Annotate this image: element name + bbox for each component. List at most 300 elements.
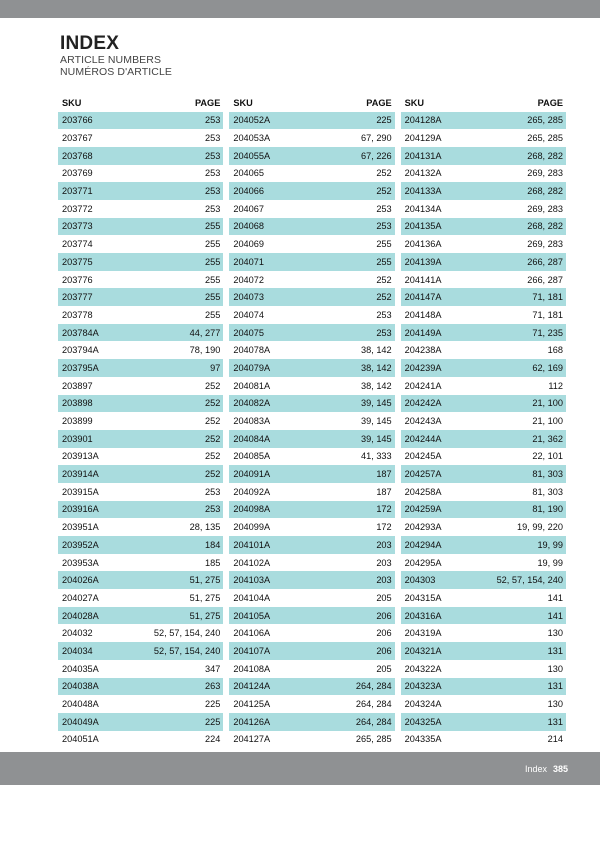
page-cell: 255	[204, 256, 221, 267]
table-row	[229, 536, 394, 554]
page-cell: 172	[376, 522, 392, 533]
page-cell: 21, 362	[532, 433, 563, 444]
sku-cell: 204303	[404, 575, 436, 586]
table-row	[58, 182, 223, 200]
table-row	[58, 359, 223, 377]
footer	[525, 764, 568, 774]
page-cell: 67, 290	[361, 133, 392, 144]
sku-cell: 204129A	[404, 133, 442, 144]
table-row	[229, 218, 394, 236]
page-cell: 172	[376, 504, 392, 515]
page-cell: 252	[204, 416, 221, 427]
sku-cell: 204035A	[62, 663, 99, 674]
page-number: 385	[552, 764, 568, 774]
page-cell: 253	[204, 504, 221, 515]
sku-cell: 204055A	[233, 150, 271, 161]
sku-cell: 204069	[233, 239, 264, 250]
sku-cell: 204028A	[62, 610, 99, 621]
table-row	[58, 518, 223, 536]
page-cell: 252	[204, 380, 221, 391]
sku-cell: 204072	[233, 274, 264, 285]
page-header: PAGE	[537, 98, 563, 109]
sku-cell: 204241A	[404, 380, 442, 391]
table-row	[229, 554, 394, 572]
table-row	[58, 589, 223, 607]
page-cell: 39, 145	[361, 433, 392, 444]
table-row	[58, 501, 223, 519]
sku-cell: 204125A	[233, 699, 271, 710]
page-cell: 81, 303	[532, 469, 563, 480]
table-row	[229, 359, 394, 377]
sku-cell: 204321A	[404, 645, 442, 656]
page-cell: 225	[204, 716, 221, 727]
table-row	[229, 412, 394, 430]
table-row	[401, 253, 566, 271]
page-cell: 269, 283	[527, 168, 563, 179]
sku-cell: 204132A	[404, 168, 442, 179]
sku-cell: 204084A	[233, 433, 271, 444]
table-row	[401, 430, 566, 448]
table-row	[229, 288, 394, 306]
page-cell: 252	[376, 186, 392, 197]
page-cell: 44, 277	[189, 327, 221, 338]
sku-cell: 204134A	[404, 203, 442, 214]
page-cell: 224	[204, 734, 221, 745]
sku-header: SKU	[404, 98, 425, 109]
page-cell: 131	[547, 645, 563, 656]
sku-cell: 203777	[62, 292, 93, 303]
sku-cell: 204034	[62, 645, 93, 656]
page-cell: 52, 57, 154, 240	[153, 628, 221, 639]
sku-cell: 204065	[233, 168, 264, 179]
sku-cell: 204295A	[404, 557, 442, 568]
sku-cell: 204242A	[404, 398, 442, 409]
page-cell: 253	[376, 309, 392, 320]
sku-cell: 204147A	[404, 292, 442, 303]
sku-cell: 204068	[233, 221, 264, 232]
table-row	[58, 571, 223, 589]
table-row	[401, 112, 566, 130]
sku-cell: 203898	[62, 398, 93, 409]
table-row	[401, 324, 566, 342]
table-row	[58, 271, 223, 289]
sku-cell: 204128A	[404, 115, 442, 126]
sku-cell: 204136A	[404, 239, 442, 250]
sku-cell: 204049A	[62, 716, 99, 727]
sku-cell: 204257A	[404, 469, 442, 480]
table-row	[401, 713, 566, 731]
table-row	[401, 465, 566, 483]
table-row	[401, 341, 566, 359]
page-cell: 252	[204, 451, 221, 462]
table-row	[401, 395, 566, 413]
table-row	[229, 607, 394, 625]
sku-cell: 204294A	[404, 539, 442, 550]
page-cell: 71, 235	[532, 327, 563, 338]
sku-cell: 204098A	[233, 504, 271, 515]
table-row	[401, 731, 566, 749]
table-row	[58, 660, 223, 678]
sku-cell: 203767	[62, 133, 93, 144]
page-cell: 39, 145	[361, 398, 392, 409]
page-cell: 205	[376, 663, 392, 674]
page-cell: 52, 57, 154, 240	[153, 645, 221, 656]
table-row	[58, 465, 223, 483]
page-header	[60, 34, 172, 78]
table-row	[229, 235, 394, 253]
table-row	[229, 448, 394, 466]
sku-cell: 203897	[62, 380, 93, 391]
table-row	[229, 642, 394, 660]
page-cell: 255	[204, 309, 221, 320]
sku-cell: 204083A	[233, 416, 271, 427]
sku-cell: 204026A	[62, 575, 99, 586]
page-cell: 265, 285	[527, 133, 563, 144]
page-cell: 41, 333	[361, 451, 392, 462]
table-row	[229, 271, 394, 289]
page-cell: 205	[376, 592, 392, 603]
page-cell: 263	[204, 681, 221, 692]
sku-cell: 204324A	[404, 699, 442, 710]
page-cell: 255	[376, 239, 392, 250]
page-cell: 269, 283	[527, 203, 563, 214]
page-cell: 21, 100	[532, 398, 563, 409]
sku-cell: 204081A	[233, 380, 271, 391]
sku-cell: 204103A	[233, 575, 271, 586]
page-cell: 38, 142	[361, 380, 392, 391]
table-row	[401, 200, 566, 218]
page-cell: 225	[376, 115, 392, 126]
page-subtitle-en: ARTICLE NUMBERS	[60, 54, 162, 66]
table-row	[229, 200, 394, 218]
sku-cell: 203913A	[62, 451, 99, 462]
table-row	[58, 235, 223, 253]
sku-cell: 204325A	[404, 716, 442, 727]
table-row	[229, 324, 394, 342]
sku-cell: 204066	[233, 186, 264, 197]
table-row	[58, 678, 223, 696]
sku-cell: 203771	[62, 186, 93, 197]
sku-cell: 204259A	[404, 504, 442, 515]
table-row	[229, 678, 394, 696]
sku-cell: 204082A	[233, 398, 271, 409]
table-row	[229, 147, 394, 165]
page-cell: 67, 226	[361, 150, 392, 161]
table-row	[58, 200, 223, 218]
page-cell: 52, 57, 154, 240	[496, 575, 563, 586]
table-row	[58, 129, 223, 147]
sku-cell: 204108A	[233, 663, 271, 674]
table-row	[401, 165, 566, 183]
page-cell: 141	[547, 592, 563, 603]
page-cell: 253	[204, 115, 221, 126]
table-row	[401, 182, 566, 200]
page-cell: 253	[204, 486, 221, 497]
sku-cell: 203775	[62, 256, 93, 267]
table-row	[58, 112, 223, 130]
sku-cell: 203769	[62, 168, 93, 179]
page-cell: 38, 142	[361, 362, 392, 373]
table-row	[58, 341, 223, 359]
table-row	[229, 306, 394, 324]
page-cell: 206	[376, 628, 392, 639]
sku-cell: 204141A	[404, 274, 442, 285]
sku-cell: 204101A	[233, 539, 271, 550]
page-cell: 266, 287	[527, 274, 563, 285]
sku-cell: 204127A	[233, 734, 271, 745]
sku-cell: 204315A	[404, 592, 442, 603]
sku-cell: 203774	[62, 239, 93, 250]
table-row	[401, 359, 566, 377]
sku-cell: 204032	[62, 628, 93, 639]
table-row	[401, 642, 566, 660]
page-cell: 187	[376, 469, 392, 480]
page-cell: 264, 284	[355, 716, 392, 727]
page-cell: 62, 169	[532, 362, 563, 373]
page-cell: 253	[204, 133, 221, 144]
table-row	[58, 607, 223, 625]
sku-cell: 204239A	[404, 362, 442, 373]
page-cell: 112	[548, 380, 563, 391]
sku-cell: 204243A	[404, 416, 442, 427]
table-row	[401, 695, 566, 713]
sku-cell: 204133A	[404, 186, 442, 197]
page-cell: 255	[204, 274, 221, 285]
sku-cell: 204079A	[233, 362, 271, 373]
sku-cell: 204092A	[233, 486, 271, 497]
table-row	[229, 483, 394, 501]
sku-cell: 204073	[233, 292, 264, 303]
sku-cell: 204244A	[404, 433, 442, 444]
page-cell: 141	[547, 610, 563, 621]
table-row	[58, 536, 223, 554]
table-row	[58, 731, 223, 749]
table-row	[229, 624, 394, 642]
sku-cell: 204293A	[404, 522, 442, 533]
sku-cell: 204131A	[404, 150, 442, 161]
table-row	[229, 589, 394, 607]
page-subtitle-fr: NUMÉROS D'ARTICLE	[60, 66, 173, 78]
table-row	[401, 624, 566, 642]
index-column	[229, 94, 394, 748]
sku-cell: 204102A	[233, 557, 271, 568]
page-cell: 187	[376, 486, 392, 497]
sku-cell: 204107A	[233, 645, 271, 656]
index-column	[58, 94, 223, 748]
page-cell: 51, 275	[189, 575, 221, 586]
page-cell: 255	[204, 239, 221, 250]
table-row	[229, 165, 394, 183]
page-cell: 206	[376, 610, 392, 621]
table-row	[58, 642, 223, 660]
page-cell: 268, 282	[527, 221, 563, 232]
table-row	[229, 395, 394, 413]
table-row	[401, 147, 566, 165]
sku-cell: 204245A	[404, 451, 442, 462]
footer-label: Index	[524, 764, 547, 774]
table-row	[401, 518, 566, 536]
page-cell: 253	[204, 150, 221, 161]
sku-cell: 204322A	[404, 663, 442, 674]
table-row	[401, 483, 566, 501]
page-cell: 19, 99	[537, 539, 563, 550]
table-row	[58, 412, 223, 430]
table-row	[401, 554, 566, 572]
page-cell: 255	[376, 256, 392, 267]
page-cell: 71, 181	[532, 309, 563, 320]
page-cell: 214	[547, 734, 563, 745]
sku-cell: 203778	[62, 309, 93, 320]
table-row	[229, 501, 394, 519]
table-row	[58, 377, 223, 395]
sku-cell: 204091A	[233, 469, 271, 480]
page-cell: 255	[204, 292, 221, 303]
sku-cell: 204052A	[233, 115, 271, 126]
page-cell: 269, 283	[527, 239, 563, 250]
page-cell: 130	[547, 699, 563, 710]
page-cell: 264, 284	[355, 681, 392, 692]
page-cell: 19, 99, 220	[517, 522, 563, 533]
table-row	[401, 129, 566, 147]
page-cell: 253	[204, 203, 221, 214]
sku-cell: 203953A	[62, 557, 99, 568]
sku-cell: 204048A	[62, 699, 99, 710]
table-row	[58, 554, 223, 572]
table-row	[58, 395, 223, 413]
sku-cell: 204075	[233, 327, 264, 338]
sku-cell: 204051A	[62, 734, 99, 745]
table-row	[229, 341, 394, 359]
table-row	[401, 235, 566, 253]
page-cell: 253	[204, 186, 221, 197]
page-cell: 131	[547, 681, 563, 692]
page-cell: 253	[376, 221, 392, 232]
sku-cell: 203773	[62, 221, 93, 232]
table-row	[58, 218, 223, 236]
sku-cell: 204071	[233, 256, 264, 267]
sku-cell: 204053A	[233, 133, 271, 144]
table-row	[401, 377, 566, 395]
table-row	[229, 129, 394, 147]
sku-cell: 204148A	[404, 309, 442, 320]
table-row	[58, 713, 223, 731]
page-cell: 38, 142	[361, 345, 392, 356]
table-row	[58, 324, 223, 342]
table-row	[58, 288, 223, 306]
sku-cell: 204126A	[233, 716, 271, 727]
table-row	[401, 607, 566, 625]
page-cell: 22, 101	[532, 451, 563, 462]
column-header	[401, 94, 566, 112]
page-cell: 347	[204, 663, 221, 674]
table-row	[229, 731, 394, 749]
page-cell: 39, 145	[361, 416, 392, 427]
page-cell: 184	[204, 539, 221, 550]
sku-cell: 204067	[233, 203, 264, 214]
page-cell: 255	[204, 221, 221, 232]
table-row	[229, 253, 394, 271]
column-header	[58, 94, 223, 112]
page-cell: 19, 99	[537, 557, 563, 568]
page-cell: 253	[204, 168, 221, 179]
page-cell: 268, 282	[527, 150, 563, 161]
table-row	[229, 465, 394, 483]
sku-cell: 204124A	[233, 681, 271, 692]
sku-cell: 204139A	[404, 256, 442, 267]
column-header	[229, 94, 394, 112]
sku-cell: 204078A	[233, 345, 271, 356]
page-cell: 252	[204, 398, 221, 409]
page-cell: 265, 285	[527, 115, 563, 126]
table-row	[58, 147, 223, 165]
page-cell: 168	[547, 345, 563, 356]
sku-cell: 204038A	[62, 681, 99, 692]
sku-cell: 204149A	[404, 327, 442, 338]
table-row	[401, 589, 566, 607]
table-row	[58, 483, 223, 501]
sku-cell: 204323A	[404, 681, 442, 692]
table-row	[401, 271, 566, 289]
page-cell: 97	[210, 362, 221, 373]
sku-cell: 204335A	[404, 734, 442, 745]
page-cell: 51, 275	[189, 610, 221, 621]
sku-cell: 203901	[62, 433, 93, 444]
page-cell: 253	[376, 203, 392, 214]
sku-cell: 203952A	[62, 539, 99, 550]
table-row	[229, 518, 394, 536]
page-cell: 203	[376, 575, 392, 586]
page-cell: 81, 190	[532, 504, 563, 515]
table-row	[229, 660, 394, 678]
sku-cell: 203915A	[62, 486, 99, 497]
sku-cell: 203766	[62, 115, 93, 126]
page-cell: 81, 303	[532, 486, 563, 497]
table-row	[401, 448, 566, 466]
page-cell: 266, 287	[527, 256, 563, 267]
page-cell: 252	[376, 274, 392, 285]
page-cell: 268, 282	[527, 186, 563, 197]
table-row	[401, 571, 566, 589]
sku-cell: 204105A	[233, 610, 271, 621]
page-cell: 21, 100	[532, 416, 563, 427]
table-row	[401, 660, 566, 678]
sku-cell: 204085A	[233, 451, 271, 462]
page-cell: 253	[376, 327, 392, 338]
page-header: PAGE	[366, 98, 392, 109]
page-cell: 265, 285	[355, 734, 392, 745]
table-row	[401, 536, 566, 554]
sku-cell: 203951A	[62, 522, 99, 533]
sku-cell: 204027A	[62, 592, 99, 603]
table-row	[58, 430, 223, 448]
table-row	[58, 165, 223, 183]
page-cell: 185	[204, 557, 221, 568]
table-row	[401, 306, 566, 324]
table-row	[58, 624, 223, 642]
page-cell: 71, 181	[532, 292, 563, 303]
sku-cell: 204099A	[233, 522, 271, 533]
sku-cell: 203916A	[62, 504, 99, 515]
sku-cell: 203794A	[62, 345, 99, 356]
sku-cell: 204319A	[404, 628, 442, 639]
table-row	[401, 412, 566, 430]
table-row	[229, 695, 394, 713]
sku-cell: 204104A	[233, 592, 271, 603]
page-cell: 252	[376, 168, 392, 179]
page-cell: 130	[547, 663, 563, 674]
table-row	[401, 288, 566, 306]
table-row	[401, 501, 566, 519]
